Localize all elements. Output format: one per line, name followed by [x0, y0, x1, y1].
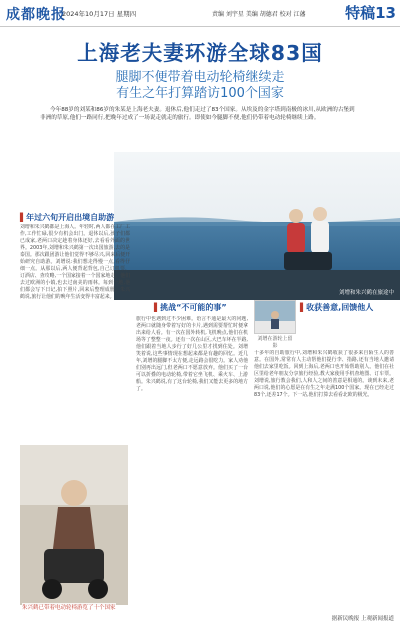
headline: 上海老夫妻环游全球83国 — [77, 41, 323, 65]
portrait-caption: 朱兴鹤已带着电动轮椅游览了十个国家 — [22, 605, 116, 611]
portrait-photo — [20, 445, 128, 605]
hero-photo — [114, 152, 400, 300]
page-section-label: 特稿13 — [345, 4, 396, 22]
section-heading-3: ▌收获善意,回馈他人 — [300, 303, 374, 312]
column-1-text: 刘增和朱兴鹤都是上海人。年轻时,两人都在工厂工作,工作忙碌,很少有机会出门。退休以后,孩子们都已成家,老两口决定趁着身体还好,去看看外面的世界。2003年,刘增和朱兴鹤第一次出国旅游,去的是泰国。那次跟团游让他们觉得不够尽兴,回来后便开始研究自助游。刘增说:我们想走得慢一点,看得仔细一点。从那以后,两人便背起背包,自己订机票、订酒店、查攻略,一个国家接着一个国家地走。他们去过欧洲的小镇,也去过南美的雨林。每到一地,他们都会写下日记,拍下照片,回来后整理成册。朱兴鹤说,旅行让他们的晚年生活变得丰富起来。 — [20, 224, 130, 300]
hero-photo-illustration — [114, 152, 400, 300]
editors-line: 责编 刘宇星 美编 胡德君 校对 江藩 — [212, 11, 306, 18]
subtitle-1: 腿脚不便带着电动轮椅继续走 — [115, 70, 285, 85]
ship-photo — [254, 300, 296, 334]
masthead — [0, 0, 400, 27]
hero-photo-caption: 刘增和朱兴鹤在旅途中 — [338, 290, 394, 296]
column-2-text: 旅行中也遇到过不少困难。语言不通是最大的问题,老两口就随身带着写好的卡片,遇到需要帮忙时便拿出来给人看。有一次在国外转机,飞机晚点,他们在机场等了整整一夜。还有一次在山区,大巴车坏在半路,他们跟着当地人步行了好几公里才找到住处。刘增笑着说,这些事情现在想起来都是有趣的回忆。近几年,刘增的腿脚不太方便,走远路会很吃力。家人劝他们别再出远门,但老两口不愿意放弃。他们买了一台可以折叠的电动轮椅,带着它坐飞机、乘火车、上游船。朱兴鹤说,有了这台轮椅,我们又能去更多的地方了。 — [136, 316, 248, 392]
lead-paragraph: 今年88岁的刘某和86岁的朱某是上海老夫妻。退休后,他们走过了83个国家。从埃及的金字塔到南极的冰川,从欧洲的古堡到非洲的草原,他们一路同行,把晚年过成了一场说走就走的旅行。即使如今腿脚不便,他们仍带着电动轮椅继续上路。 — [40, 107, 355, 121]
section-heading-1: ▌年过六旬开启出境自助游 — [20, 213, 115, 222]
section-heading-2: ▌挑战“不可能的事” — [154, 303, 227, 312]
source-credit: 据新民晚报 上观新闻报道 — [331, 616, 394, 622]
column-3-text: 十多年的自助旅行中,刘增和朱兴鹤收获了很多来自陌生人的善意。在国外,常常有人主动帮他们提行李、指路,还有当地人邀请他们去家里吃饭。回到上海后,老两口也开始帮助别人。他们在社区里给老年朋友分享旅行经验,教大家使用手机查地图、订车票。刘增说,旅行教会我们,人和人之间的善意是相通的。谈到未来,老两口说,他们的心愿是在有生之年走满100个国家。现在已经走过83个,还差17个。下一站,他们打算去看看北欧的极光。 — [254, 350, 394, 398]
subtitle-2: 有生之年打算踏访100个国家 — [116, 86, 284, 101]
newspaper-logo: 成都晚报 — [6, 7, 66, 23]
dateline: 2024年10月17日 星期四 — [62, 10, 137, 18]
ship-photo-caption: 刘增在游轮上留影 — [257, 336, 293, 349]
